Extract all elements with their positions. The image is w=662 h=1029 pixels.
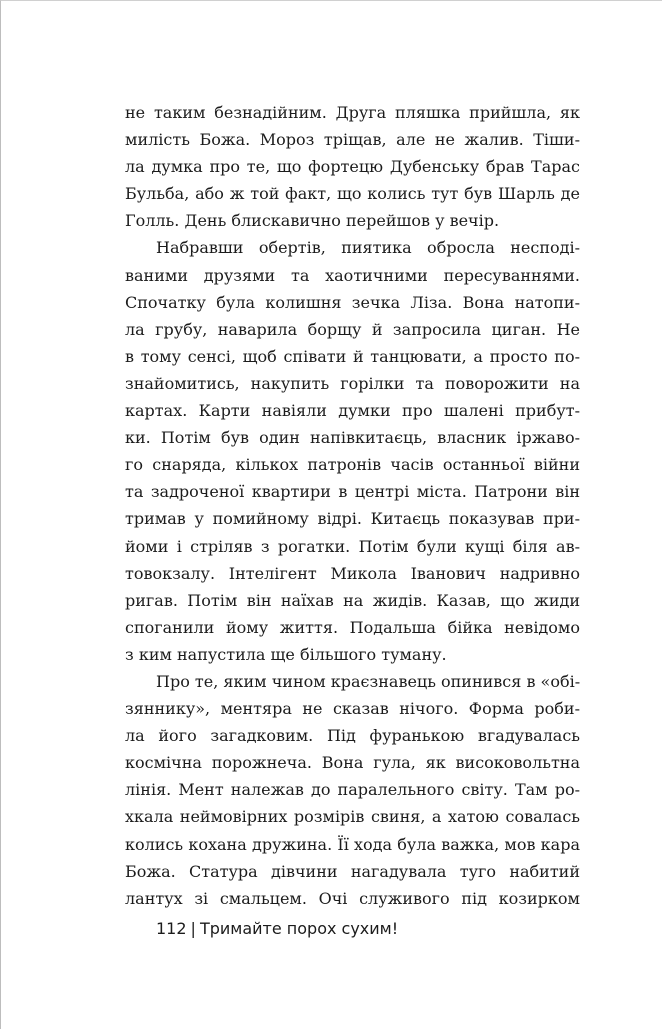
text-line: го снаряда, кількох патронів часів останньої війни: [125, 455, 580, 475]
page-footer: [156, 919, 398, 938]
text-line: колись кохана дружина. Її хода була важка, мов кара: [125, 834, 580, 854]
text-line: ваними друзями та хаотичними пересуваннями.: [125, 265, 580, 285]
text-line: йоми і стріляв з рогатки. Потім були кущі біля ав-: [125, 536, 580, 556]
text-line: картах. Карти навіяли думки про шалені прибут-: [125, 401, 580, 421]
paragraph-start-line: Набравши обертів, пиятика обросла несподі-: [156, 238, 580, 258]
text-line: космічна порожнеча. Вона гула, як високовольтна: [125, 753, 580, 773]
text-line: Бульба, або ж той факт, що колись тут був Шарль де: [125, 184, 580, 204]
text-line: тримав у помийному відрі. Китаєць показував при-: [125, 509, 580, 529]
text-line: лінія. Мент належав до паралельного світу. Там ро-: [125, 780, 580, 800]
text-line: лантух зі смальцем. Очі служивого під козирком: [125, 888, 580, 908]
text-line: ки. Потім був один напівкитаєць, власник іржаво-: [125, 428, 580, 448]
text-line: Спочатку була колишня зечка Ліза. Вона натопи-: [125, 292, 580, 312]
text-line: з ким напустила ще більшого туману.: [125, 644, 447, 664]
text-line: ла грубу, наварила борщу й запросила циган. Не: [125, 319, 580, 339]
text-line: зяннику», ментяра не сказав нічого. Форма роби-: [125, 699, 580, 719]
text-line: в тому сенсі, щоб співати й танцювати, а просто по-: [125, 346, 580, 366]
body-text: [125, 99, 580, 912]
text-line: не таким безнадійним. Друга пляшка прийшла, як: [125, 103, 580, 122]
text-line: знайомитись, накупить горілки та поворожити на: [125, 373, 580, 393]
page-number: 112: [156, 919, 187, 938]
paragraph-start-line: Про те, яким чином краєзнавець опинився в «обі-: [156, 671, 581, 691]
text-line: Божа. Статура дівчини нагадувала туго набитий: [125, 861, 580, 881]
text-line: Голль. День блискавично перейшов у вечір.: [125, 211, 500, 231]
text-line: милість Божа. Мороз тріщав, але не жалив. Тіши-: [125, 130, 580, 150]
text-line: та задроченої квартири в центрі міста. Патрони він: [125, 482, 580, 502]
text-line: ригав. Потім він наїхав на жидів. Казав, що жиди: [125, 590, 580, 610]
running-title: Тримайте порох сухим!: [199, 919, 399, 938]
text-line: ла думка про те, що фортецю Дубенську брав Тарас: [125, 157, 580, 177]
text-line: хкала неймовірних розмірів свиня, а хатою совалась: [125, 807, 580, 827]
text-line: ла його загадковим. Під фуранькою вгадувалась: [125, 726, 580, 746]
footer-separator: |: [190, 919, 196, 938]
text-line: споганили йому життя. Подальша бійка невідомо: [125, 617, 580, 637]
text-line: товокзалу. Інтелігент Микола Іванович надривно: [125, 563, 580, 583]
